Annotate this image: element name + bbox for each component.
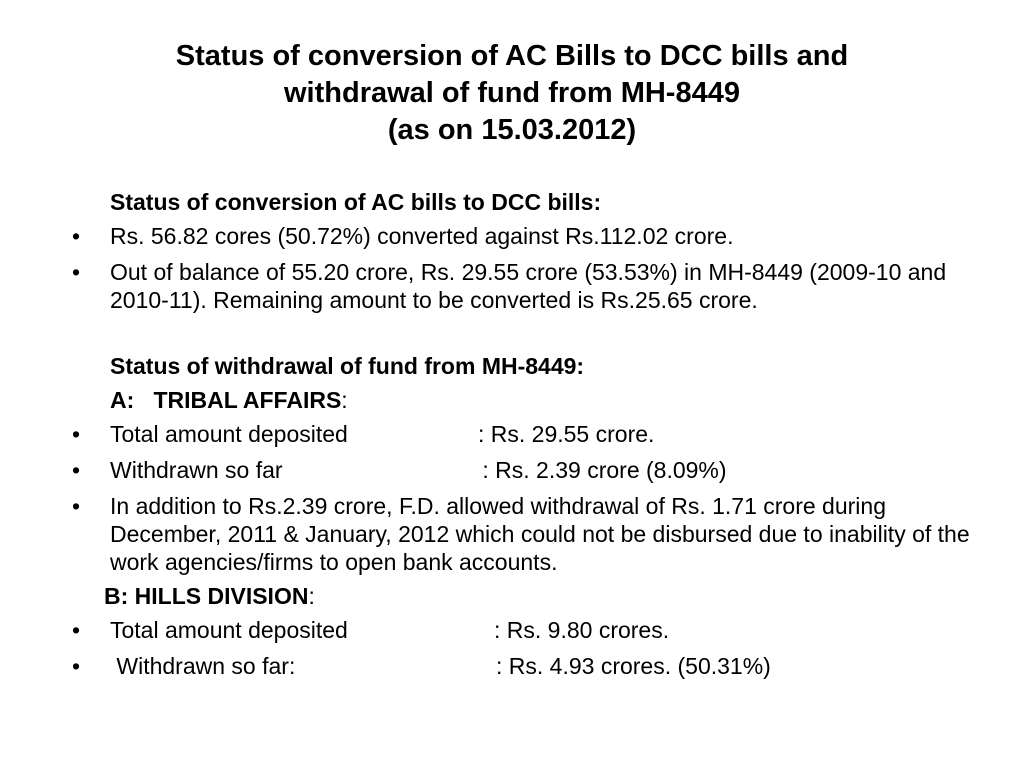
conversion-heading: Status of conversion of AC bills to DCC bills: — [110, 189, 602, 215]
list-item — [68, 456, 988, 484]
tribal-affairs-prefix: A: — [110, 387, 154, 413]
slide-title — [60, 38, 964, 149]
title-line-1: Status of conversion of AC Bills to DCC bills and — [175, 40, 849, 72]
list-item — [68, 222, 988, 250]
title-line-3: (as on 15.03.2012) — [387, 114, 637, 146]
tribal-affairs-name: TRIBAL AFFAIRS — [153, 387, 342, 413]
list-item — [68, 652, 988, 680]
row-label: Withdrawn so far: — [110, 653, 296, 679]
bullet-icon: • — [72, 617, 81, 643]
row-value: : Rs. 4.93 crores. (50.31%) — [496, 653, 771, 679]
row-value: : Rs. 9.80 crores. — [494, 617, 670, 643]
title-line-2: withdrawal of fund from MH-8449 — [284, 77, 740, 109]
bullet-text: Rs. 56.82 cores (50.72%) converted against Rs.112.02 crore. — [110, 223, 734, 249]
row-value: : Rs. 29.55 crore. — [478, 421, 655, 447]
bullet-icon: • — [72, 259, 81, 285]
row-label: Total amount deposited — [110, 421, 348, 447]
bullet-icon: • — [72, 653, 81, 679]
tribal-affairs-heading — [68, 386, 988, 414]
list-item — [68, 420, 988, 448]
list-item — [68, 258, 988, 314]
row-label: Withdrawn so far — [110, 457, 283, 483]
withdrawal-heading: Status of withdrawal of fund from MH-8449: — [110, 353, 585, 379]
row-label: Total amount deposited — [110, 617, 348, 643]
bullet-icon: • — [72, 421, 81, 447]
list-item — [68, 492, 988, 576]
tribal-affairs-colon: : — [341, 387, 348, 413]
bullet-icon: • — [72, 457, 81, 483]
list-item — [68, 616, 988, 644]
bullet-text: In addition to Rs.2.39 crore, F.D. allowed withdrawal of Rs. 1.71 crore during December, 2011 & January, 2012 which could not be disbursed due to inability of the work agencies/firms to open bank accounts. — [110, 493, 970, 575]
bullet-icon: • — [72, 223, 81, 249]
row-value: : Rs. 2.39 crore (8.09%) — [476, 457, 727, 483]
hills-division-name: B: HILLS DIVISION — [104, 583, 309, 609]
hills-division-colon: : — [308, 583, 315, 609]
hills-division-heading — [68, 582, 988, 610]
bullet-icon: • — [72, 493, 81, 519]
bullet-text: Out of balance of 55.20 crore, Rs. 29.55 crore (53.53%) in MH-8449 (2009-10 and 2010-11). Remaining amount to be converted is Rs.25.65 crore. — [110, 259, 947, 313]
slide-body — [68, 188, 988, 680]
